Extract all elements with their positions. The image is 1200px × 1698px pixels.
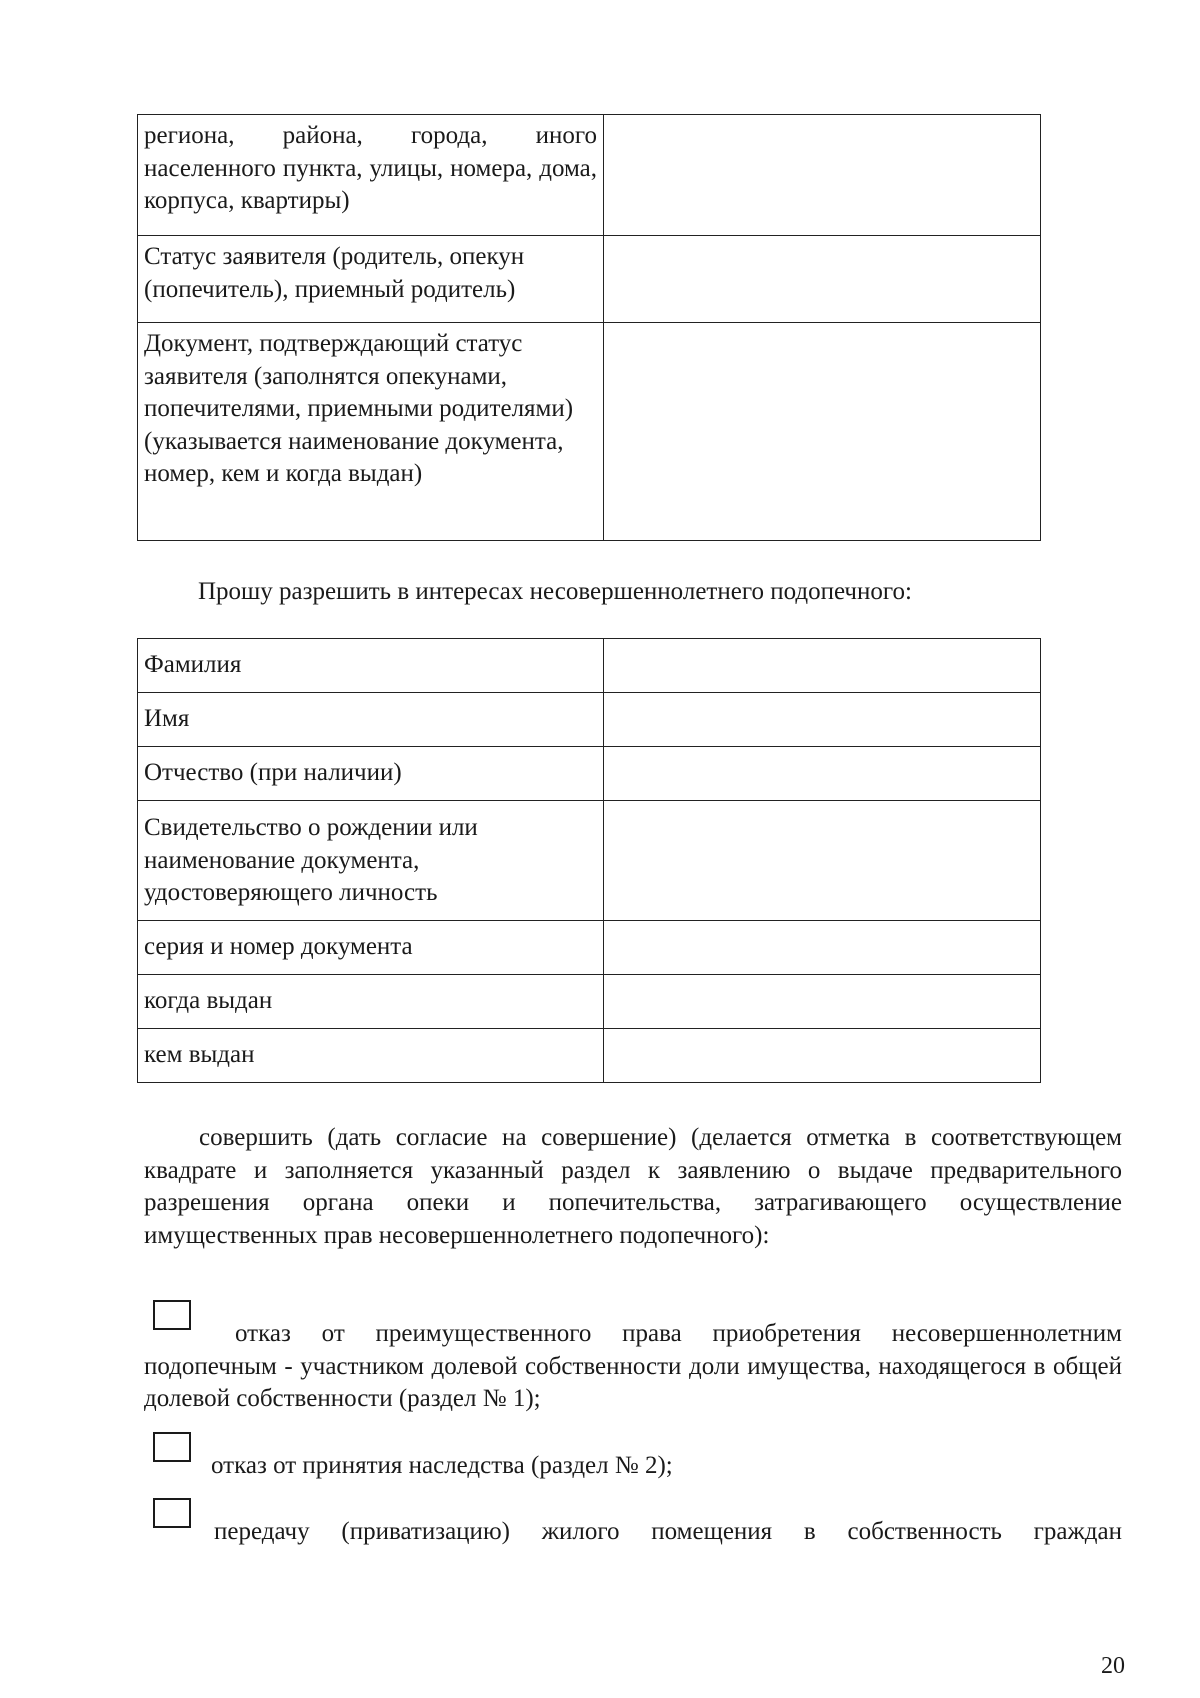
row-value-cell[interactable] bbox=[604, 921, 1041, 975]
row-label: Фамилия bbox=[138, 639, 604, 693]
option-3-label: передачу (приватизацию) жилого помещения в собственность граждан bbox=[214, 1518, 1122, 1545]
table-row bbox=[138, 693, 1041, 747]
row-value-cell[interactable] bbox=[604, 639, 1041, 693]
row-label-text: региона, района, города, иного населенного пункта, улицы, номера, дома, корпуса, квартиры) bbox=[144, 122, 597, 214]
option-2-checkbox[interactable] bbox=[153, 1432, 191, 1462]
table-row bbox=[138, 115, 1041, 236]
table-row bbox=[138, 323, 1041, 541]
row-label: когда выдан bbox=[138, 975, 604, 1029]
row-label: Статус заявителя (родитель, опекун (попечитель), приемный родитель) bbox=[138, 236, 604, 323]
row-value-cell[interactable] bbox=[604, 323, 1041, 541]
row-value-cell[interactable] bbox=[604, 693, 1041, 747]
row-value-cell[interactable] bbox=[604, 801, 1041, 921]
option-1-label: отказ от преимущественного права приобретения несовершеннолетним подопечным - участником долевой собственности доли имущества, находящегося в общей долевой собственности (раздел № 1); bbox=[144, 1320, 1122, 1412]
table-row bbox=[138, 1029, 1041, 1083]
row-label: Документ, подтверждающий статус заявителя (заполнятся опекунами, попечителями, приемными родителями) (указывается наименование документа, номер, кем и когда выдан) bbox=[138, 323, 604, 541]
consent-paragraph: совершить (дать согласие на совершение) (делается отметка в соответствующем квадрате и заполняется указанный раздел к заявлению о выдаче предварительного разрешения органа опеки и попечительства, затрагивающего осуществление имущественных прав несовершеннолетнего подопечного): bbox=[144, 1124, 1122, 1249]
table-row bbox=[138, 921, 1041, 975]
row-label bbox=[138, 115, 604, 236]
row-label: серия и номер документа bbox=[138, 921, 604, 975]
page-number: 20 bbox=[1101, 1653, 1125, 1679]
row-label: Отчество (при наличии) bbox=[138, 747, 604, 801]
ward-info-table bbox=[137, 638, 1041, 1083]
row-label: кем выдан bbox=[138, 1029, 604, 1083]
row-value-cell[interactable] bbox=[604, 1029, 1041, 1083]
row-label: Имя bbox=[138, 693, 604, 747]
row-value-cell[interactable] bbox=[604, 115, 1041, 236]
request-statement: Прошу разрешить в интересах несовершеннолетнего подопечного: bbox=[198, 578, 912, 605]
row-value-cell[interactable] bbox=[604, 975, 1041, 1029]
option-3-checkbox[interactable] bbox=[153, 1498, 191, 1528]
applicant-info-table bbox=[137, 114, 1041, 541]
table-row bbox=[138, 639, 1041, 693]
table-row bbox=[138, 801, 1041, 921]
table-row bbox=[138, 975, 1041, 1029]
row-value-cell[interactable] bbox=[604, 747, 1041, 801]
table-row bbox=[138, 747, 1041, 801]
row-value-cell[interactable] bbox=[604, 236, 1041, 323]
row-label: Свидетельство о рождении или наименование документа, удостоверяющего личность bbox=[138, 801, 604, 921]
table-row bbox=[138, 236, 1041, 323]
option-2-label: отказ от принятия наследства (раздел № 2); bbox=[211, 1452, 673, 1479]
